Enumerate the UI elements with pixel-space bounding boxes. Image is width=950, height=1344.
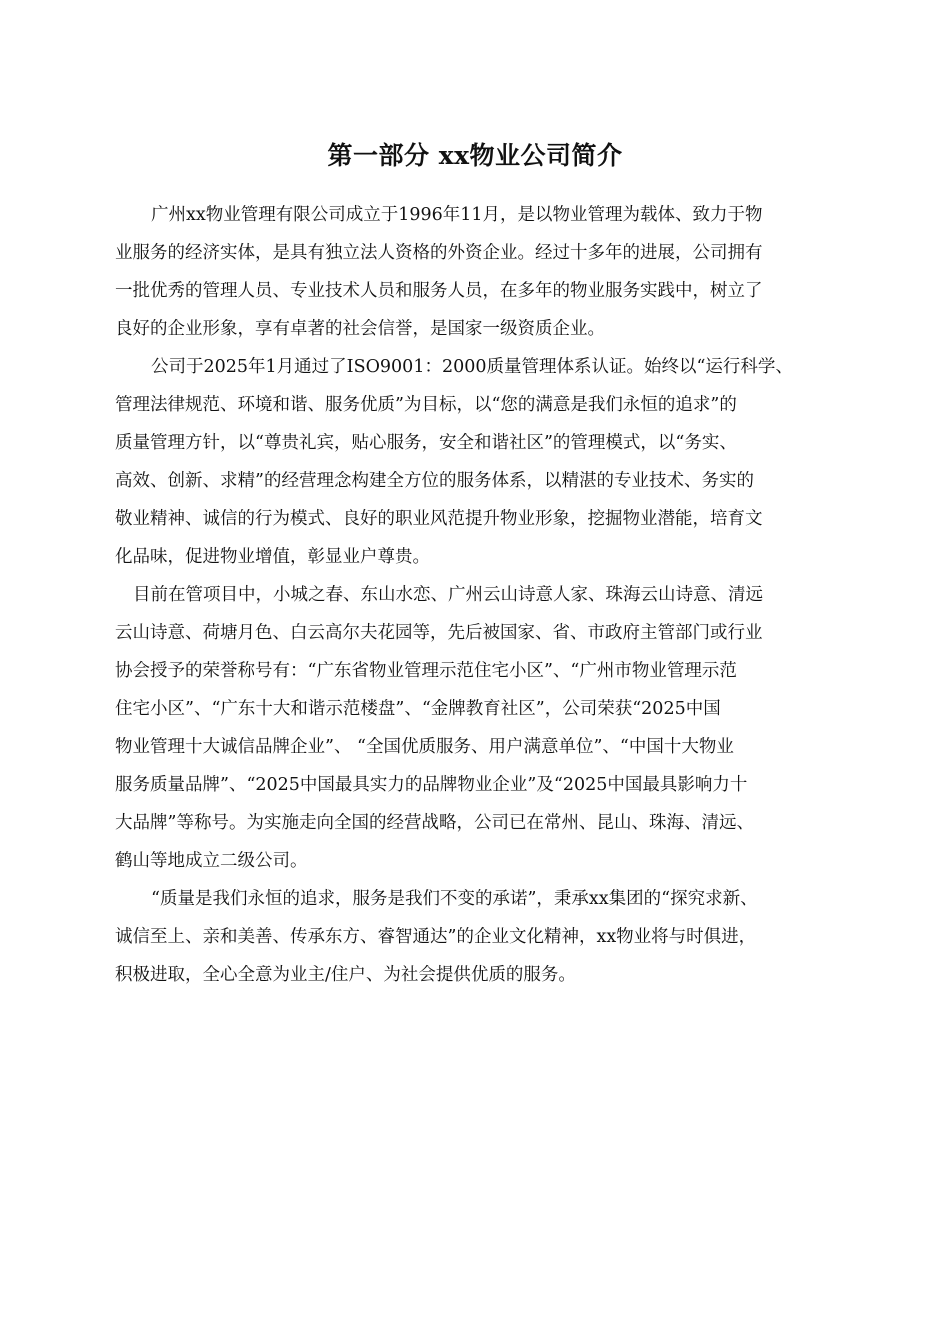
paragraph-line: 协会授予的荣誉称号有：“广东省物业管理示范住宅小区”、“广州市物业管理示范	[115, 661, 737, 681]
paragraph-line: 高效、创新、求精”的经营理念构建全方位的服务体系，以精湛的专业技术、务实的	[115, 471, 754, 491]
paragraph-line: 大品牌”等称号。为实施走向全国的经营战略，公司已在常州、昆山、珠海、清远、	[115, 813, 754, 833]
paragraph-3	[115, 576, 850, 880]
paragraph-line: 管理法律规范、环境和谐、服务优质”为目标，以“您的满意是我们永恒的追求”的	[115, 395, 737, 415]
document-title: 第一部分 xx物业公司简介	[327, 141, 623, 170]
paragraph-line: 积极进取，全心全意为业主/住户、为社会提供优质的服务。	[115, 965, 576, 985]
paragraph-line: 物业管理十大诚信品牌企业”、 “全国优质服务、用户满意单位”、“中国十大物业	[115, 737, 734, 757]
paragraph-line: 云山诗意、荷塘月色、白云高尔夫花园等，先后被国家、省、市政府主管部门或行业	[115, 623, 763, 643]
document-body	[115, 196, 850, 994]
paragraph-1	[115, 196, 850, 348]
paragraph-line: 敬业精神、诚信的行为模式、良好的职业风范提升物业形象，挖掘物业潜能，培育文	[115, 509, 763, 529]
paragraph-line: 一批优秀的管理人员、专业技术人员和服务人员，在多年的物业服务实践中，树立了	[115, 281, 763, 301]
paragraph-line: 住宅小区”、“广东十大和谐示范楼盘”、“金牌教育社区”，公司荣获“2025中国	[115, 699, 721, 719]
paragraph-line: 质量管理方针，以“尊贵礼宾，贴心服务，安全和谐社区”的管理模式，以“务实、	[115, 433, 737, 453]
paragraph-line: 业服务的经济实体，是具有独立法人资格的外资企业。经过十多年的进展，公司拥有	[115, 243, 763, 263]
paragraph-line: “质量是我们永恒的追求，服务是我们不变的承诺”，秉承xx集团的“探究求新、	[151, 889, 758, 909]
paragraph-line: 广州xx物业管理有限公司成立于1996年11月，是以物业管理为载体、致力于物	[151, 205, 763, 225]
paragraph-line: 化品味，促进物业增值，彰显业户尊贵。	[115, 547, 430, 567]
paragraph-line: 良好的企业形象，享有卓著的社会信誉，是国家一级资质企业。	[115, 319, 605, 339]
paragraph-4	[115, 880, 850, 994]
paragraph-2	[115, 348, 850, 576]
paragraph-line: 公司于2025年1月通过了ISO9001：2000质量管理体系认证。始终以“运行科学、	[151, 357, 793, 377]
paragraph-line: 鹤山等地成立二级公司。	[115, 851, 308, 871]
paragraph-line: 诚信至上、亲和美善、传承东方、睿智通达”的企业文化精神，xx物业将与时俱进，	[115, 927, 757, 947]
paragraph-line: 服务质量品牌”、“2025中国最具实力的品牌物业企业”及“2025中国最具影响力十	[115, 775, 748, 795]
paragraph-line: 目前在管项目中，小城之春、东山水恋、广州云山诗意人家、珠海云山诗意、清远	[133, 585, 763, 605]
